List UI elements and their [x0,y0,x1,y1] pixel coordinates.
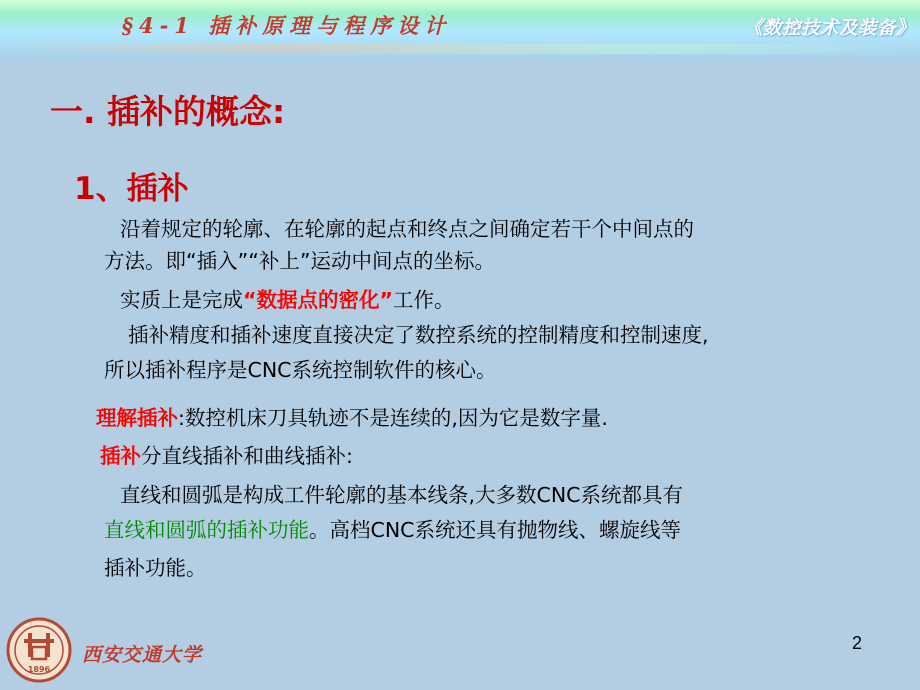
quote-mark: ” [379,288,393,312]
body-text: 工作。 [392,288,455,312]
term-label: 理解插补 [96,406,178,430]
section-heading: 一. 插补的概念: [50,92,286,131]
body-line: 所以插补程序是CNC系统控制软件的核心。 [104,358,497,382]
highlight-text: 直线和圆弧的插补功能 [104,518,309,542]
subsection-heading: 1、插补 [74,171,189,207]
header-stripe [0,44,920,54]
body-line: 插补精度和插补速度直接决定了数控系统的控制精度和控制速度, [128,323,709,347]
body-text: 分直线插补和曲线插补: [141,444,353,468]
body-line [100,439,353,469]
university-seal-icon [6,617,72,683]
body-line: 插补功能。 [104,556,207,580]
body-line [104,513,681,543]
header-title: §4-1 插补原理与程序设计 [122,13,452,38]
university-name: 西安交通大学 [82,644,203,666]
page-number: 2 [852,633,863,653]
body-line: 直线和圆弧是构成工件轮廓的基本线条,大多数CNC系统都具有 [120,483,683,507]
body-line: 沿着规定的轮廓、在轮廓的起点和终点之间确定若干个中间点的 [120,217,694,241]
quote-mark: “ [243,288,257,312]
highlight-text: 数据点的密化 [256,288,380,312]
body-line: 方法。即“插入”“补上”运动中间点的坐标。 [104,249,495,273]
body-text: 。高档CNC系统还具有抛物线、螺旋线等 [309,518,681,542]
course-logo: 《数控技术及装备》 [744,18,916,39]
seal-year: 1896 [27,665,51,674]
body-line [96,401,608,431]
body-line [120,283,454,313]
term-label: 插补 [100,444,141,468]
body-text: :数控机床刀具轨迹不是连续的,因为它是数字量. [178,406,608,430]
body-text: 实质上是完成 [120,288,243,312]
